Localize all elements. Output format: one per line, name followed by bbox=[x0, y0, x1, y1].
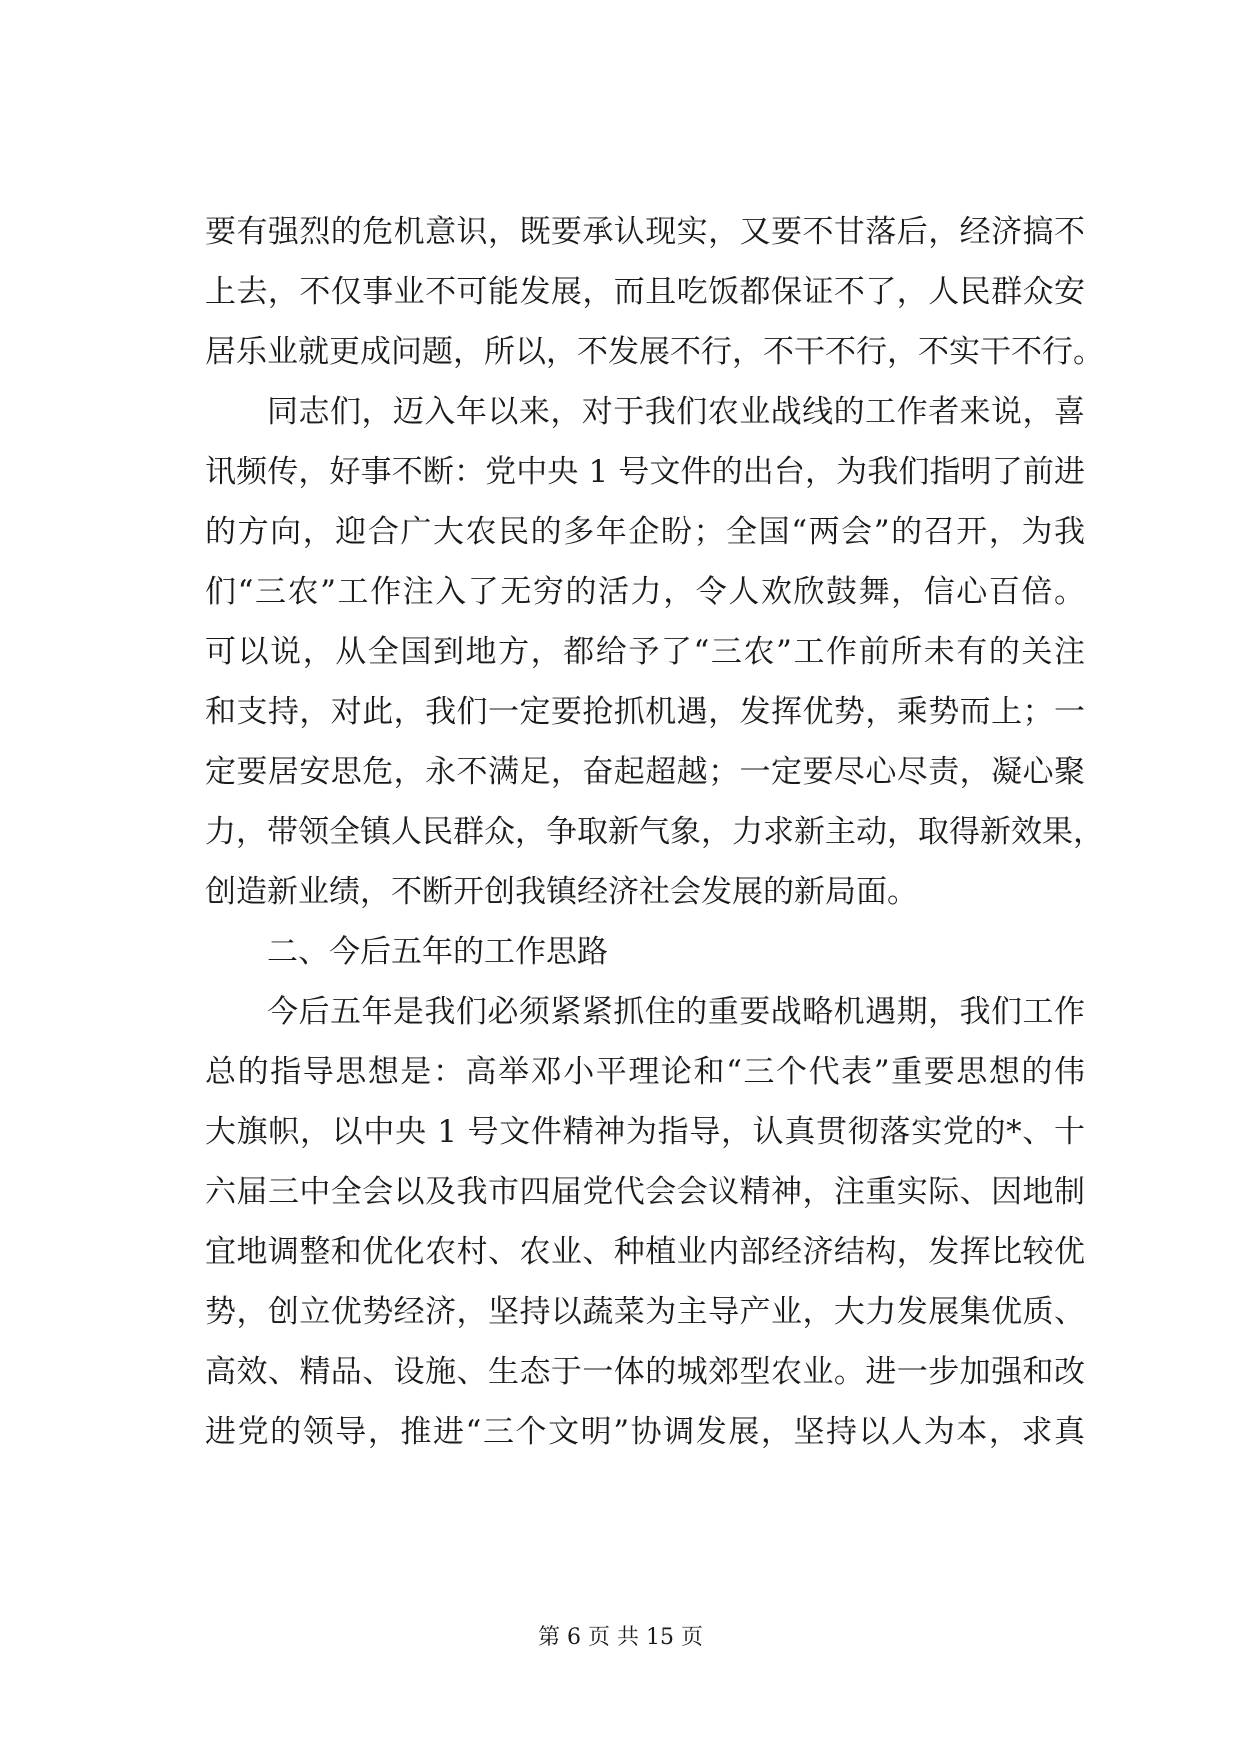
text-line: 高效、精品、设施、生态于一体的城郊型农业。进一步加强和改 bbox=[205, 1354, 1085, 1390]
text-line: 大旗帜，以中央 1 号文件精神为指导，认真贯彻落实党的*、十 bbox=[205, 1114, 1085, 1150]
text-line: 和支持，对此，我们一定要抢抓机遇，发挥优势，乘势而上；一 bbox=[205, 694, 1085, 730]
text-line: 讯频传，好事不断：党中央 1 号文件的出台，为我们指明了前进 bbox=[205, 454, 1085, 490]
text-line: 同志们，迈入年以来，对于我们农业战线的工作者来说，喜 bbox=[267, 394, 1085, 430]
text-line: 六届三中全会以及我市四届党代会会议精神，注重实际、因地制 bbox=[205, 1174, 1085, 1210]
text-line: 势，创立优势经济，坚持以蔬菜为主导产业，大力发展集优质、 bbox=[205, 1294, 1085, 1330]
section-heading: 二、今后五年的工作思路 bbox=[267, 934, 608, 970]
page-number-footer: 第 6 页 共 15 页 bbox=[538, 1625, 703, 1650]
text-line: 进党的领导，推进“三个文明”协调发展，坚持以人为本，求真 bbox=[205, 1414, 1085, 1450]
text-line: 可以说，从全国到地方，都给予了“三农”工作前所未有的关注 bbox=[205, 634, 1085, 670]
text-line: 居乐业就更成问题，所以，不发展不行，不干不行，不实干不行。 bbox=[205, 334, 1104, 370]
text-line: 今后五年是我们必须紧紧抓住的重要战略机遇期，我们工作 bbox=[267, 994, 1085, 1030]
text-line: 力，带领全镇人民群众，争取新气象，力求新主动，取得新效果， bbox=[205, 814, 1104, 850]
text-line: 要有强烈的危机意识，既要承认现实，又要不甘落后，经济搞不 bbox=[205, 214, 1085, 250]
text-line: 宜地调整和优化农村、农业、种植业内部经济结构，发挥比较优 bbox=[205, 1234, 1085, 1270]
text-line: 创造新业绩，不断开创我镇经济社会发展的新局面。 bbox=[205, 874, 918, 910]
text-line: 总的指导思想是：高举邓小平理论和“三个代表”重要思想的伟 bbox=[205, 1054, 1085, 1090]
text-line: 的方向，迎合广大农民的多年企盼；全国“两会”的召开，为我 bbox=[205, 514, 1085, 550]
text-line: 们“三农”工作注入了无穷的活力，令人欢欣鼓舞，信心百倍。 bbox=[205, 574, 1085, 610]
text-line: 上去，不仅事业不可能发展，而且吃饭都保证不了，人民群众安 bbox=[205, 274, 1085, 310]
text-line: 定要居安思危，永不满足，奋起超越；一定要尽心尽责，凝心聚 bbox=[205, 754, 1085, 790]
